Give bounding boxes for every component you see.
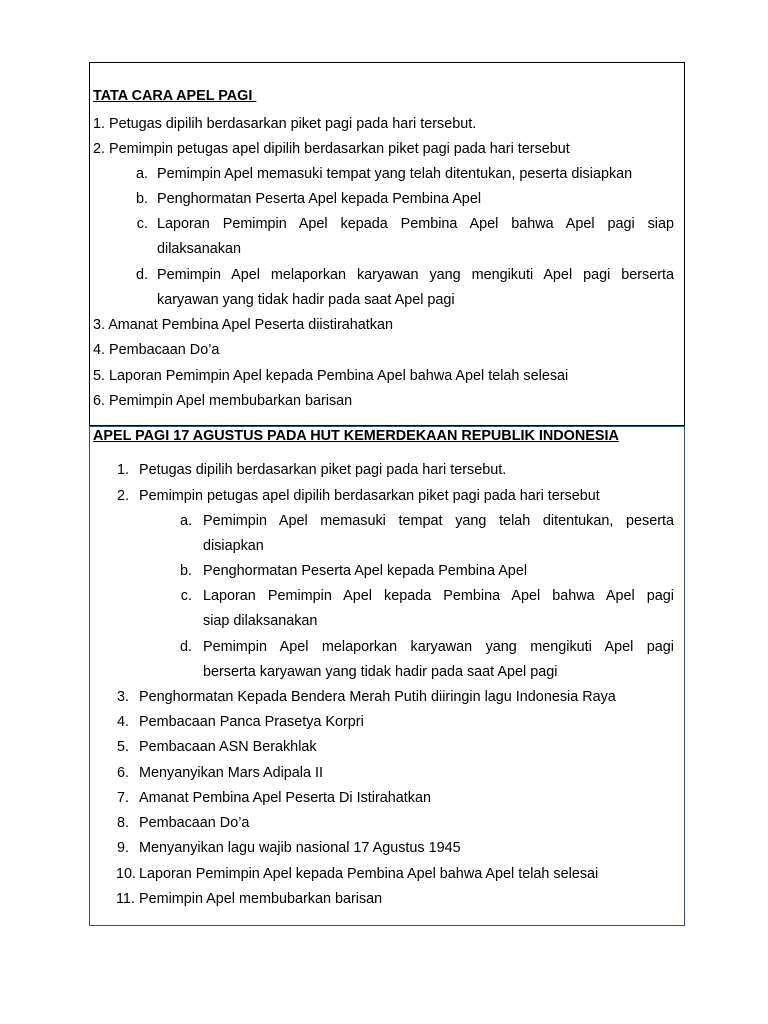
sub-marker: a. [179, 513, 192, 529]
section2-subitem-cont: disiapkan [203, 538, 264, 554]
section1-item: 2. Pemimpin petugas apel dipilih berdasarkan piket pagi pada hari tersebut [93, 141, 570, 157]
section1-subitem: Pemimpin Apel memasuki tempat yang telah ditentukan, peserta disiapkan [157, 166, 633, 182]
item-number: 9. [116, 840, 129, 856]
section1-subitem: Laporan Pemimpin Apel kepada Pembina Apel bahwa Apel pagi siap [157, 216, 674, 232]
section2-item: Pembacaan Panca Prasetya Korpri [139, 714, 364, 730]
item-number: 10. [116, 866, 137, 882]
section2-subitem: Pemimpin Apel memasuki tempat yang telah ditentukan, peserta [203, 513, 674, 529]
section1-subitem-cont: dilaksanakan [157, 241, 242, 257]
item-number: 7. [116, 790, 129, 806]
section2-item: Menyanyikan lagu wajib nasional 17 Agustus 1945 [139, 840, 461, 856]
section1-item: 5. Laporan Pemimpin Apel kepada Pembina Apel bahwa Apel telah selesai [93, 368, 569, 384]
section2-subitem: Penghormatan Peserta Apel kepada Pembina Apel [203, 563, 528, 579]
section2-item: Menyanyikan Mars Adipala II [139, 765, 323, 781]
item-number: 11. [116, 891, 135, 907]
section1-item: 1. Petugas dipilih berdasarkan piket pagi pada hari tersebut. [93, 116, 477, 132]
item-number: 1. [116, 462, 129, 478]
sub-marker: b. [179, 563, 192, 579]
sub-marker: a. [135, 166, 148, 182]
sub-marker: c. [136, 216, 148, 232]
section1-item: 6. Pemimpin Apel membubarkan barisan [93, 393, 353, 409]
sub-marker: d. [135, 267, 148, 283]
item-number: 8. [116, 815, 129, 831]
section1-subitem: Pemimpin Apel melaporkan karyawan yang mengikuti Apel pagi berserta [157, 267, 674, 283]
section2-item: Petugas dipilih berdasarkan piket pagi pada hari tersebut. [139, 462, 507, 478]
item-number: 2. [116, 488, 129, 504]
section2-item: Amanat Pembina Apel Peserta Di Istirahatkan [139, 790, 431, 806]
item-number: 5. [116, 739, 129, 755]
section1-subitem-cont: karyawan yang tidak hadir pada saat Apel pagi [157, 292, 455, 308]
section2-item: Pemimpin Apel membubarkan barisan [139, 891, 383, 907]
section1-item: 3. Amanat Pembina Apel Peserta diistirahatkan [93, 317, 393, 333]
sub-marker: d. [179, 639, 192, 655]
section2-title: APEL PAGI 17 AGUSTUS PADA HUT KEMERDEKAAN REPUBLIK INDONESIA [93, 428, 619, 444]
section2-item: Pemimpin petugas apel dipilih berdasarkan piket pagi pada hari tersebut [139, 488, 600, 504]
section1-subitem: Penghormatan Peserta Apel kepada Pembina Apel [157, 191, 482, 207]
section2-subitem-cont: berserta karyawan yang tidak hadir pada saat Apel pagi [203, 664, 558, 680]
section1-title: TATA CARA APEL PAGI [93, 88, 257, 104]
section1-item: 4. Pembacaan Do’a [93, 342, 220, 358]
item-number: 3. [116, 689, 129, 705]
section2-subitem: Pemimpin Apel melaporkan karyawan yang mengikuti Apel pagi [203, 639, 674, 655]
section2-subitem-cont: siap dilaksanakan [203, 613, 318, 629]
sub-marker: b. [135, 191, 148, 207]
section2-item: Pembacaan Do’a [139, 815, 250, 831]
section2-subitem: Laporan Pemimpin Apel kepada Pembina Apel bahwa Apel pagi [203, 588, 674, 604]
section2-item: Penghormatan Kepada Bendera Merah Putih diiringin lagu Indonesia Raya [139, 689, 616, 705]
item-number: 4. [116, 714, 129, 730]
section2-item: Laporan Pemimpin Apel kepada Pembina Apel bahwa Apel telah selesai [139, 866, 599, 882]
item-number: 6. [116, 765, 129, 781]
sub-marker: c. [180, 588, 192, 604]
section2-item: Pembacaan ASN Berakhlak [139, 739, 317, 755]
